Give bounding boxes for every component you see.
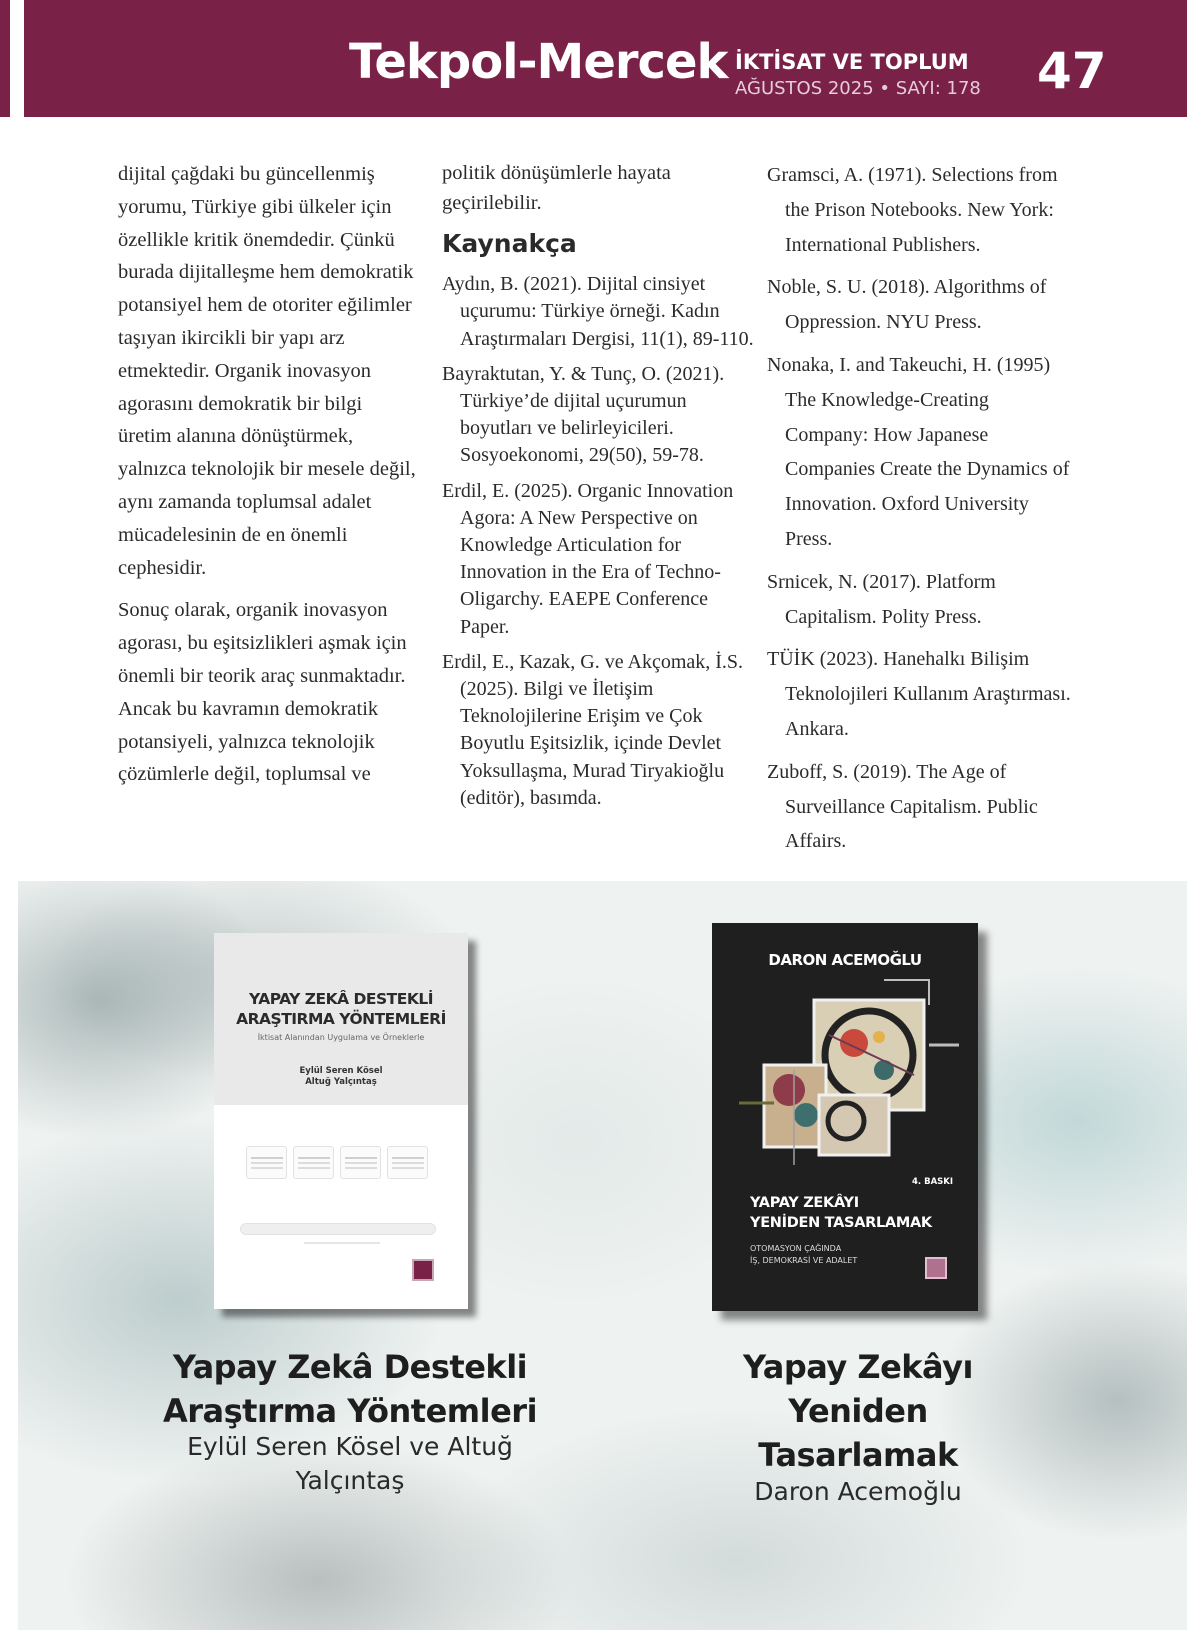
cover-prompt-card <box>293 1146 334 1179</box>
reference-item: Zuboff, S. (2019). The Age of Surveillance Capitalism. Public Affairs. <box>767 760 1038 853</box>
paragraph: Sonuç olarak, organik inovasyon agorası, bu eşitsizlikleri aşmak için önemli bir teorik araç sunmaktadır. Ancak bu kavramın demokratik potansiyeli, yalnızca teknolojik çözümlerle değil, toplumsal ve <box>118 599 407 786</box>
issue-info: AĞUSTOS 2025 • SAYI: 178 <box>735 78 981 99</box>
reference-item: Aydın, B. (2021). Dijital cinsiyet uçurumu: Türkiye örneği. Kadın Araştırmaları Dergisi, 11(1), 89-110. <box>442 273 754 350</box>
book-cover-1 <box>214 933 468 1309</box>
reference-item: Gramsci, A. (1971). Selections from the Prison Notebooks. New York: International Publishers. <box>767 164 1058 256</box>
book-2-caption-title: Yapay Zekâyı Yeniden Tasarlamak <box>743 1348 973 1474</box>
cover-title: YAPAY ZEKÂYI YENİDEN TASARLAMAK <box>750 1195 932 1231</box>
cover-subtitle: İktisat Alanından Uygulama ve Örneklerle <box>257 1033 425 1042</box>
article-column-3 <box>767 158 1077 867</box>
reference-item: TÜİK (2023). Hanehalkı Bilişim Teknolojileri Kullanım Araştırması. Ankara. <box>767 648 1071 740</box>
book-2-caption-author: Daron Acemoğlu <box>754 1477 962 1506</box>
reference-item: Srnicek, N. (2017). Platform Capitalism. Polity Press. <box>767 570 996 628</box>
cover-subtitle: OTOMASYON ÇAĞINDA İŞ, DEMOKRASİ VE ADALET <box>750 1244 858 1265</box>
cover-title: YAPAY ZEKÂ DESTEKLİ ARAŞTIRMA YÖNTEMLERİ <box>236 990 446 1028</box>
section-title: İKTİSAT VE TOPLUM <box>735 50 969 74</box>
cover-author: DARON ACEMOĞLU <box>768 951 922 969</box>
reference-item: Nonaka, I. and Takeuchi, H. (1995) The Knowledge-Creating Company: How Japanese Companies Create the Dynamics of Innovation. Oxford University Press. <box>767 353 1070 550</box>
article-column-1 <box>118 158 418 801</box>
page-header <box>24 0 1187 117</box>
cover-authors: Eylül Seren Kösel Altuğ Yalçıntaş <box>299 1066 383 1087</box>
publisher-logo-icon <box>412 1259 434 1281</box>
page-number: 47 <box>1037 42 1107 100</box>
publisher-logo-icon <box>925 1257 947 1279</box>
book-1-caption-title: Yapay Zekâ Destekli Araştırma Yöntemleri <box>162 1348 538 1430</box>
cover-search-bar <box>240 1223 436 1235</box>
reference-item: Erdil, E., Kazak, G. ve Akçomak, İ.S. (2025). Bilgi ve İletişim Teknolojilerine Erişim ve Çok Boyutlu Eşitsizlik, içinde Devlet Yoksullaşma, Murad Tiryakioğlu (editör), basımda. <box>442 650 744 809</box>
book-promo-section <box>18 881 1187 1630</box>
cover-prompt-card <box>246 1146 287 1179</box>
cover-prompt-card <box>340 1146 381 1179</box>
magazine-title: Tekpol-Mercek <box>349 34 728 90</box>
reference-item: Bayraktutan, Y. & Tunç, O. (2021). Türkiye’de dijital uçurumun boyutları ve belirleyicileri. Sosyoekonomi, 29(50), 59-78. <box>442 362 725 467</box>
reference-item: Noble, S. U. (2018). Algorithms of Oppression. NYU Press. <box>767 276 1047 334</box>
article-column-2 <box>442 158 754 820</box>
paragraph: politik dönüşümlerle hayata geçirilebilir. <box>442 162 671 214</box>
references-heading: Kaynakça <box>442 229 577 258</box>
cover-prompt-card <box>387 1146 428 1179</box>
book-cover-2 <box>712 923 978 1311</box>
cover-footer-line <box>304 1242 380 1244</box>
header-side-stripe <box>0 0 10 117</box>
reference-item: Erdil, E. (2025). Organic Innovation Agora: A New Perspective on Knowledge Articulation for Innovation in the Era of Techno-Oligarchy. EAEPE Conference Paper. <box>442 479 734 638</box>
book-1-caption-authors: Eylül Seren Kösel ve Altuğ Yalçıntaş <box>187 1432 513 1495</box>
cover-artwork <box>734 975 964 1175</box>
paragraph: dijital çağdaki bu güncellenmiş yorumu, Türkiye gibi ülkeler için özellikle kritik önemdedir. Çünkü burada dijitalleşme hem demokratik potansiyel hem de otoriter eğilimler taşıyan ikircikli bir yapı arz etmektedir. Organik inovasyon agorasını demokratik bir bilgi üretim alanına dönüştürmek, yalnızca teknolojik bir mesele değil, aynı zamanda toplumsal adalet mücadelesinin de en önemli cephesidir. <box>118 163 416 579</box>
cover-edition: 4. BASKI <box>912 1177 954 1187</box>
